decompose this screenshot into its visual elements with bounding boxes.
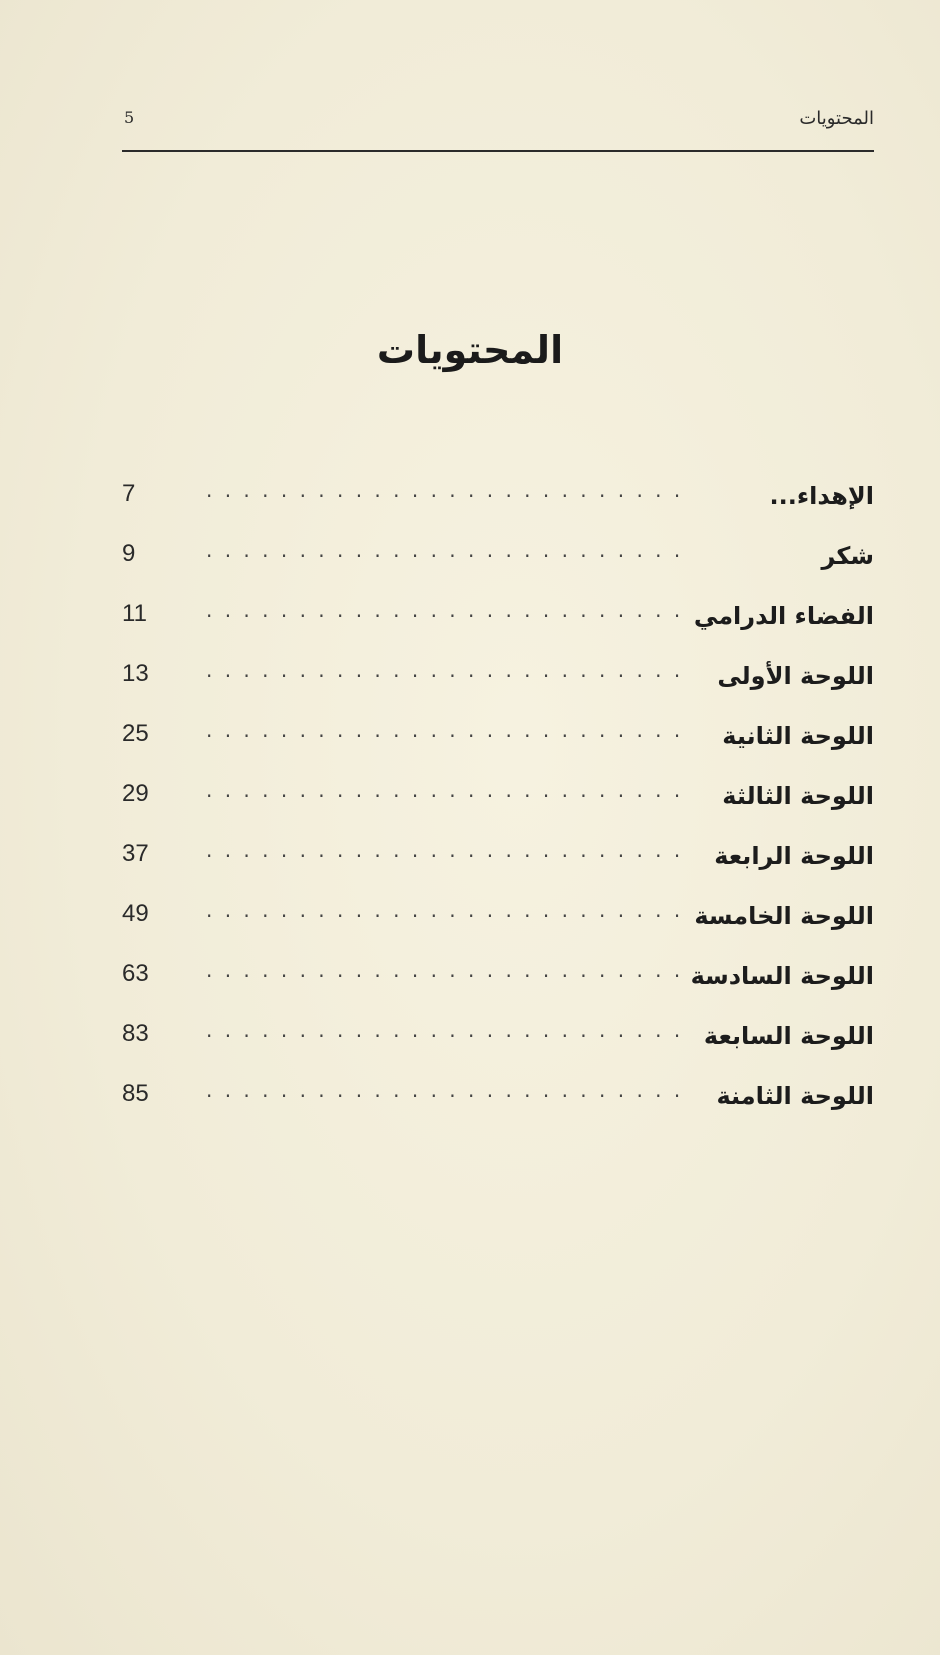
- toc-entry-label: اللوحة الثامنة: [716, 1082, 874, 1110]
- toc-entry-label: اللوحة الثالثة: [722, 782, 874, 810]
- header-rule: [122, 150, 874, 152]
- toc-entry[interactable]: [122, 592, 874, 652]
- toc-entry-label: اللوحة الأولى: [717, 662, 874, 690]
- toc-entry[interactable]: [122, 1012, 874, 1072]
- toc-entry-label: اللوحة الرابعة: [714, 842, 874, 870]
- toc-page-number: 9: [122, 540, 136, 567]
- page-number: 5: [124, 108, 135, 127]
- toc-page-number: 29: [122, 780, 149, 807]
- toc-page-number: 13: [122, 660, 149, 687]
- toc-entry-label: اللوحة السابعة: [703, 1022, 874, 1050]
- toc-leader-dots: . . . . . . . . . . . . . . . . . . . . . . . . . .: [206, 718, 684, 742]
- running-header: [122, 104, 874, 144]
- toc-page-number: 63: [122, 960, 149, 987]
- toc-entry[interactable]: [122, 532, 874, 592]
- toc-entry[interactable]: [122, 892, 874, 952]
- toc-page-number: 85: [122, 1080, 149, 1107]
- toc-entry[interactable]: [122, 1072, 874, 1132]
- toc-entry-label: اللوحة الثانية: [722, 722, 874, 750]
- toc-leader-dots: . . . . . . . . . . . . . . . . . . . . . . . . . .: [206, 658, 684, 682]
- toc-entry[interactable]: [122, 772, 874, 832]
- toc-leader-dots: . . . . . . . . . . . . . . . . . . . . . . . . . .: [206, 538, 684, 562]
- toc-entry-label: الفضاء الدرامي: [693, 602, 874, 630]
- toc-entry[interactable]: [122, 472, 874, 532]
- toc-leader-dots: . . . . . . . . . . . . . . . . . . . . . . . . . .: [206, 778, 684, 802]
- toc-entry-label: شكر: [821, 542, 874, 570]
- toc-page-number: 11: [122, 600, 147, 627]
- toc-entry[interactable]: [122, 832, 874, 892]
- toc-leader-dots: . . . . . . . . . . . . . . . . . . . . . . . . . .: [206, 1018, 684, 1042]
- toc-page-number: 37: [122, 840, 149, 867]
- toc-entry-label: اللوحة السادسة: [690, 962, 874, 990]
- toc-entry[interactable]: [122, 952, 874, 1012]
- toc-leader-dots: . . . . . . . . . . . . . . . . . . . . . . . . . .: [206, 1078, 684, 1102]
- toc-leader-dots: . . . . . . . . . . . . . . . . . . . . . . . . . .: [206, 478, 684, 502]
- toc-page-number: 83: [122, 1020, 149, 1047]
- toc-page-number: 49: [122, 900, 149, 927]
- toc-entry-label: اللوحة الخامسة: [694, 902, 874, 930]
- toc-leader-dots: . . . . . . . . . . . . . . . . . . . . . . . . . .: [206, 958, 684, 982]
- toc-entry-label: الإهداء...: [769, 482, 874, 510]
- toc-page-number: 25: [122, 720, 149, 747]
- toc-leader-dots: . . . . . . . . . . . . . . . . . . . . . . . . . .: [206, 898, 684, 922]
- toc-entry[interactable]: [122, 712, 874, 772]
- toc-leader-dots: . . . . . . . . . . . . . . . . . . . . . . . . . .: [206, 838, 684, 862]
- table-of-contents: [122, 472, 874, 1132]
- toc-page-number: 7: [122, 480, 136, 507]
- toc-leader-dots: . . . . . . . . . . . . . . . . . . . . . . . . . .: [206, 598, 684, 622]
- running-title: المحتويات: [799, 108, 874, 129]
- page-title: المحتويات: [376, 328, 564, 372]
- toc-entry[interactable]: [122, 652, 874, 712]
